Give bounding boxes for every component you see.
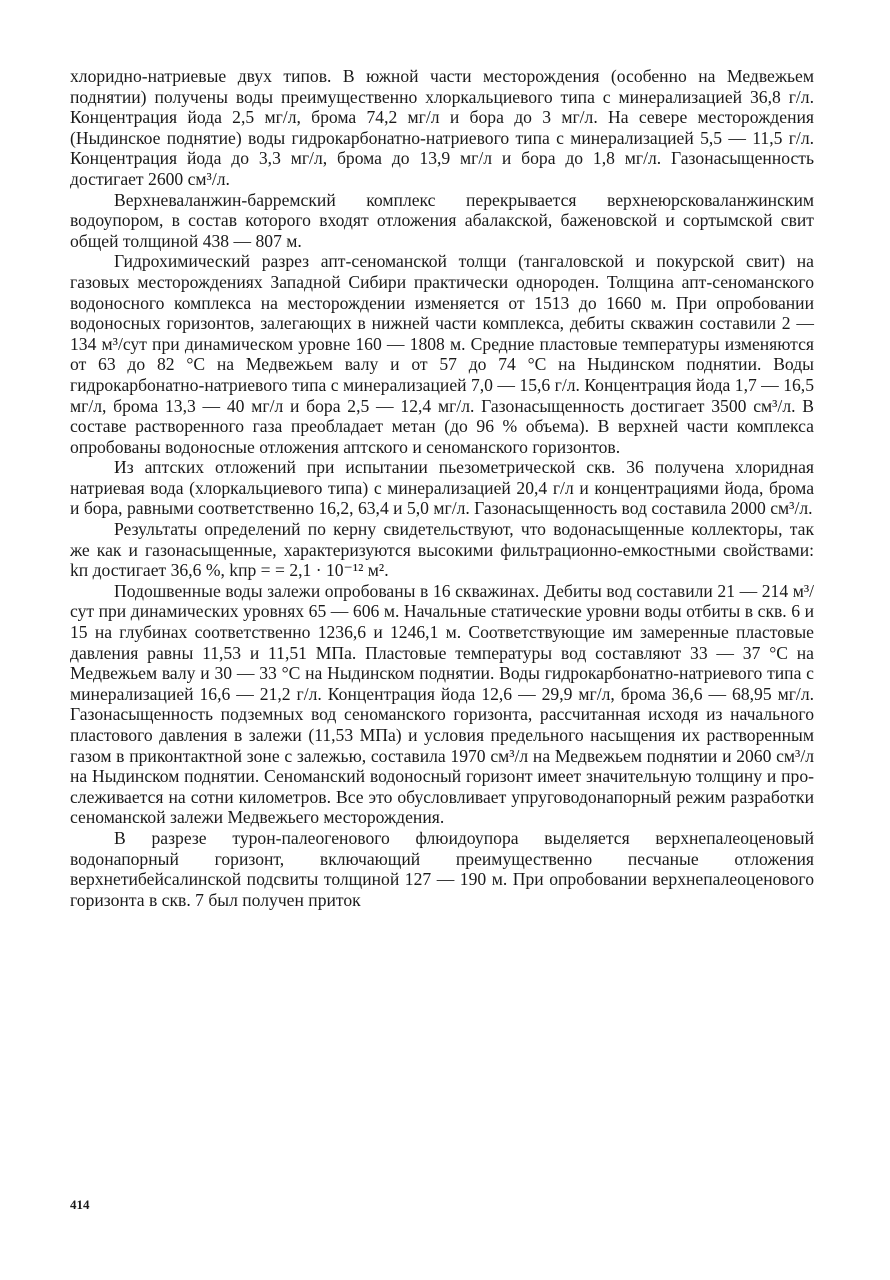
paragraph-7: В разрезе турон-палеогенового флюидоупора выделяется верхнепалеоценовый водонапорный горизонт, включающий преимущественно песчаные отложения верхнетибейсалинской подсвиты толщиной 127 — 190 м. При опробовании верхнепалеоценового горизонта в скв. 7 был получен приток (70, 827, 814, 910)
paragraph-2: Верхневаланжин-барремский комплекс перекрывается верхнеюрсковаланжинским водоупором, в состав которого входят отложения абалакской, баженовской и сортымской свит общей толщиной 438 — 807 м. (70, 189, 814, 251)
paragraph-5: Результаты определений по керну свидетельствуют, что водонасыщенные коллекторы, так же как и газонасыщенные, характеризуются высокими фильтрационно-емкостными свойствами: kп достигает 36,6 %, kпр = = 2,1 · 10⁻¹² м². (70, 519, 814, 581)
page-body (70, 66, 814, 910)
paragraph-1: хлоридно-натриевые двух типов. В южной части месторождения (особенно на Медвежьем поднятии) получены воды преимущественно хлоркальциевого типа с минерализацией 36,8 г/л. Концентрация йода 2,5 мг/л, брома 74,2 мг/л и бора до 3 мг/л. На севере месторождения (Ныдинское поднятие) воды гидрокарбонатно-натриевого типа с минерализацией 5,5 — 11,5 г/л. Концентрация йода до 3,3 мг/л, брома до 13,9 мг/л и бора до 1,8 мг/л. Газонасыщенность достигает 2600 см³/л. (70, 66, 814, 189)
paragraph-4: Из аптских отложений при испытании пьезометрической скв. 36 получена хлоридная натриевая вода (хлоркальциевого типа) с минерализацией 20,4 г/л и концентрациями йода, брома и бора, равными соответственно 16,2, 63,4 и 5,0 мг/л. Газонасыщенность вод составила 2000 см³/л. (70, 457, 814, 519)
paragraph-3: Гидрохимический разрез апт-сеноманской толщи (тангаловской и покурской свит) на газовых месторождениях Западной Сибири практически однороден. Толщина апт-сеноманского водоносного комплекса на месторождении изменяется от 1513 до 1660 м. При опробовании водоносных горизонтов, залегающих в нижней части комплекса, дебиты скважин составили 2 — 134 м³/сут при динамическом уровне 160 — 1808 м. Средние пластовые температуры изменяются от 63 до 82 °С на Медвежьем валу и от 57 до 74 °С на Ныдинском поднятии. Воды гидрокарбонатно-натриевого типа с минерализацией 7,0 — 15,6 г/л. Концентрация йода 1,7 — 16,5 мг/л, брома 13,3 — 40 мг/л и бора 2,5 — 12,4 мг/л. Газонасыщенность достигает 3500 см³/л. В составе растворенного газа преобладает метан (до 96 % объема). В верхней части комплекса опробованы водоносные отложения аптского и сеноманского горизонтов. (70, 251, 814, 457)
paragraph-6: Подошвенные воды залежи опробованы в 16 скважинах. Дебиты вод составили 21 — 214 м³/сут при динамических уровнях 65 — 606 м. Начальные статические уровни воды отбиты в скв. 6 и 15 на глубинах соответственно 1236,6 и 1246,1 м. Соответствующие им замеренные пластовые давления равны 11,53 и 11,51 МПа. Пластовые температуры вод составляют 33 — 37 °С на Медвежьем валу и 30 — 33 °С на Ныдинском поднятии. Воды гидрокарбонатно-натриевого типа с минерализацией 16,6 — 21,2 г/л. Концентрация йода 12,6 — 29,9 мг/л, брома 36,6 — 68,95 мг/л. Газонасыщенность подземных вод сеноманского горизонта, рассчитанная исходя из начального пластового давления в залежи (11,53 МПа) и условия предельного насыщения их растворенным газом в приконтактной зоне с залежью, составила 1970 см³/л на Медвежьем поднятии и 2060 см³/л на Ныдинском поднятии. Сеноманский водоносный горизонт имеет значительную толщину и прослеживается на сотни километров. Все это обусловливает упруговодонапорный режим разработки сеноманской залежи Медвежьего месторождения. (70, 580, 814, 828)
page-number: 414 (70, 1197, 90, 1212)
